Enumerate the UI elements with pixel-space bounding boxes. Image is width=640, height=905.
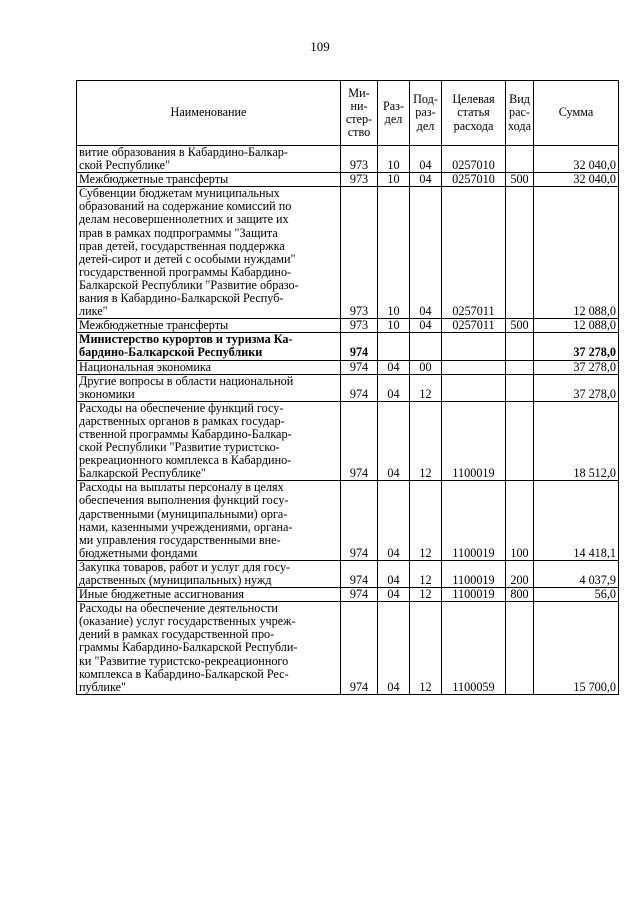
cell-subsection: 12 xyxy=(410,374,442,401)
cell-type xyxy=(506,374,534,401)
cell-name: Расходы на обеспечение функций госу- дарственных органов в рамках государ- ственной программы Кабардино-Балкар- ской Республики "Развитие туристско- рекреационного комплекса в Кабардино- Балкарской Республике" xyxy=(77,401,341,481)
table-row xyxy=(77,602,619,695)
header-ministry: Ми- ни- стер- ство xyxy=(341,81,378,146)
table-row xyxy=(77,187,619,319)
cell-section: 04 xyxy=(378,481,410,561)
cell-ministry: 973 xyxy=(341,173,378,187)
cell-section: 04 xyxy=(378,588,410,602)
cell-sum: 4 037,9 xyxy=(534,560,619,587)
cell-name: Национальная экономика xyxy=(77,360,341,374)
cell-subsection: 04 xyxy=(410,146,442,173)
cell-section: 04 xyxy=(378,360,410,374)
cell-target xyxy=(442,374,506,401)
table-row xyxy=(77,560,619,587)
cell-type xyxy=(506,187,534,319)
cell-section: 04 xyxy=(378,602,410,695)
cell-sum: 18 512,0 xyxy=(534,401,619,481)
cell-type: 100 xyxy=(506,481,534,561)
cell-section: 04 xyxy=(378,560,410,587)
cell-type: 800 xyxy=(506,588,534,602)
cell-sum: 14 418,1 xyxy=(534,481,619,561)
cell-section: 10 xyxy=(378,187,410,319)
header-name: Наименование xyxy=(77,81,341,146)
table-row xyxy=(77,319,619,333)
cell-type: 500 xyxy=(506,319,534,333)
budget-table xyxy=(76,80,619,695)
cell-target: 1100019 xyxy=(442,401,506,481)
cell-target: 1100059 xyxy=(442,602,506,695)
cell-type: 500 xyxy=(506,173,534,187)
cell-subsection: 12 xyxy=(410,560,442,587)
cell-sum: 56,0 xyxy=(534,588,619,602)
cell-section xyxy=(378,333,410,360)
cell-sum: 15 700,0 xyxy=(534,602,619,695)
table-row xyxy=(77,360,619,374)
cell-section: 10 xyxy=(378,319,410,333)
cell-target: 1100019 xyxy=(442,481,506,561)
header-target: Целевая статья расхода xyxy=(442,81,506,146)
cell-ministry: 974 xyxy=(341,602,378,695)
cell-ministry: 974 xyxy=(341,401,378,481)
cell-section: 04 xyxy=(378,374,410,401)
page-number: 109 xyxy=(310,39,330,54)
cell-ministry: 974 xyxy=(341,560,378,587)
header-section: Раз- дел xyxy=(378,81,410,146)
header-sum: Сумма xyxy=(534,81,619,146)
cell-name: Расходы на выплаты персоналу в целях обеспечения выполнения функций госу- дарственными (муниципальными) орга- нами, казенными учреждениями, органа- ми управления государственными вне- бюджетными фондами xyxy=(77,481,341,561)
header-type: Вид рас- хода xyxy=(506,81,534,146)
cell-ministry: 974 xyxy=(341,588,378,602)
cell-sum: 37 278,0 xyxy=(534,333,619,360)
cell-target: 0257011 xyxy=(442,319,506,333)
cell-sum: 37 278,0 xyxy=(534,360,619,374)
cell-name: Закупка товаров, работ и услуг для госу- дарственных (муниципальных) нужд xyxy=(77,560,341,587)
cell-section: 10 xyxy=(378,173,410,187)
cell-type xyxy=(506,333,534,360)
header-row xyxy=(77,81,619,146)
cell-subsection: 12 xyxy=(410,602,442,695)
cell-sum: 12 088,0 xyxy=(534,319,619,333)
cell-subsection: 00 xyxy=(410,360,442,374)
cell-name: Межбюджетные трансферты xyxy=(77,173,341,187)
cell-type xyxy=(506,146,534,173)
cell-sum: 12 088,0 xyxy=(534,187,619,319)
cell-name: Межбюджетные трансферты xyxy=(77,319,341,333)
cell-name: Субвенции бюджетам муниципальных образований на содержание комиссий по делам несовершеннолетних и защите их прав в рамках подпрограммы "Защита прав детей, государственная поддержка детей-сирот и детей с особыми нуждами" государственной программы Кабардино- Балкарской Республики "Развитие образо- вания в Кабардино-Балкарской Респуб- лике" xyxy=(77,187,341,319)
cell-name: Иные бюджетные ассигнования xyxy=(77,588,341,602)
cell-section: 10 xyxy=(378,146,410,173)
table-row xyxy=(77,173,619,187)
cell-type xyxy=(506,401,534,481)
table-row xyxy=(77,146,619,173)
cell-subsection: 12 xyxy=(410,588,442,602)
cell-ministry: 974 xyxy=(341,360,378,374)
cell-target: 0257010 xyxy=(442,173,506,187)
cell-name: витие образования в Кабардино-Балкар- ской Республике" xyxy=(77,146,341,173)
cell-type xyxy=(506,360,534,374)
table-row xyxy=(77,374,619,401)
table-row xyxy=(77,401,619,481)
cell-subsection: 04 xyxy=(410,187,442,319)
table-row xyxy=(77,588,619,602)
cell-target: 1100019 xyxy=(442,588,506,602)
cell-subsection: 04 xyxy=(410,319,442,333)
cell-name: Министерство курортов и туризма Ка- бардино-Балкарской Республики xyxy=(77,333,341,360)
cell-type: 200 xyxy=(506,560,534,587)
cell-type xyxy=(506,602,534,695)
cell-name: Расходы на обеспечение деятельности (оказание) услуг государственных учреж- дений в рамках государственной про- граммы Кабардино-Балкарской Республи- ки "Развитие туристско-рекреационного комплекса в Кабардино-Балкарской Рес- публике" xyxy=(77,602,341,695)
cell-ministry: 973 xyxy=(341,187,378,319)
cell-target: 0257011 xyxy=(442,187,506,319)
table-row xyxy=(77,333,619,360)
cell-sum: 32 040,0 xyxy=(534,146,619,173)
table-row xyxy=(77,481,619,561)
cell-ministry: 974 xyxy=(341,333,378,360)
cell-name: Другие вопросы в области национальной экономики xyxy=(77,374,341,401)
cell-subsection: 12 xyxy=(410,481,442,561)
cell-target: 0257010 xyxy=(442,146,506,173)
cell-section: 04 xyxy=(378,401,410,481)
cell-subsection: 12 xyxy=(410,401,442,481)
cell-sum: 37 278,0 xyxy=(534,374,619,401)
cell-ministry: 973 xyxy=(341,319,378,333)
cell-ministry: 974 xyxy=(341,481,378,561)
cell-target: 1100019 xyxy=(442,560,506,587)
cell-subsection: 04 xyxy=(410,173,442,187)
cell-target xyxy=(442,360,506,374)
cell-ministry: 973 xyxy=(341,146,378,173)
header-subsection: Под- раз- дел xyxy=(410,81,442,146)
cell-ministry: 974 xyxy=(341,374,378,401)
cell-subsection xyxy=(410,333,442,360)
cell-sum: 32 040,0 xyxy=(534,173,619,187)
cell-target xyxy=(442,333,506,360)
